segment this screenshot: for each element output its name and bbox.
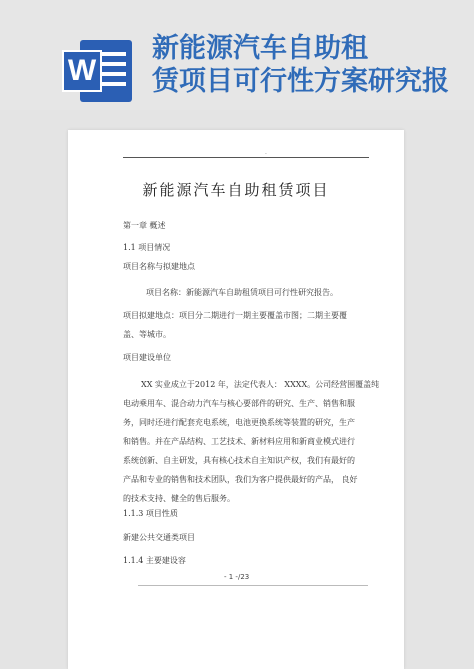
- section-heading-1-1-4: 1.1.4 主要建设容: [123, 556, 186, 565]
- paragraph-line: 项目拟建地点：项目分二期进行一期主要覆盖市图；二期主要覆: [123, 311, 347, 320]
- project-name-line: 项目名称：新能源汽车自助租赁项目可行性研究报告。: [146, 288, 338, 297]
- banner-title-line2: 赁项目可行性方案研究报: [152, 66, 449, 97]
- header-rule: [123, 157, 369, 158]
- paragraph-line: 的技术支持、健全的售后服务。: [123, 494, 235, 503]
- document-page: [68, 130, 404, 669]
- paragraph-line: 电动乘用车、混合动力汽车与核心要部件的研究、生产、销售和服: [123, 399, 355, 408]
- document-title: 新能源汽车自助租赁项目: [142, 181, 330, 199]
- subheading-unit: 项目建设单位: [123, 353, 171, 362]
- page-number: - 1 -/23: [224, 573, 250, 581]
- section-heading-1-1-3: 1.1.3 项目性质: [123, 509, 178, 518]
- banner: [0, 0, 474, 110]
- word-document-icon: [62, 40, 134, 102]
- word-logo-letter: W: [62, 50, 102, 92]
- paragraph-line: XX 实业成立于2012 年，法定代表人： XXXX。公司经营围覆盖纯: [141, 380, 380, 389]
- header-mark: ·: [265, 151, 267, 158]
- company-paragraph: [123, 375, 379, 508]
- paragraph-line: 产品和专业的销售和技术团队，我们为客户提供最好的产品， 良好: [123, 475, 358, 484]
- paragraph-line: 和销售。并在产品结构、工艺技术、新材料应用和新商业模式进行: [123, 437, 355, 446]
- paragraph-line: 盖、等城市。: [123, 330, 171, 339]
- chapter-heading: 第一章 概述: [123, 221, 166, 230]
- footer-rule: [138, 585, 368, 586]
- paragraph-line: 系统创新、自主研发，具有核心技术自主知识产权，我们有最好的: [123, 456, 355, 465]
- banner-title: [152, 32, 474, 98]
- project-nature: 新建公共交通类项目: [123, 533, 195, 542]
- subheading-name-location: 项目名称与拟建地点: [123, 262, 195, 271]
- location-paragraph: [123, 306, 347, 344]
- section-heading-1-1: 1.1 项目情况: [123, 243, 171, 252]
- paragraph-line: 务，同时还进行配套充电系统，电池更换系统等装置的研究，生产: [123, 418, 355, 427]
- banner-title-line1: 新能源汽车自助租: [152, 33, 368, 64]
